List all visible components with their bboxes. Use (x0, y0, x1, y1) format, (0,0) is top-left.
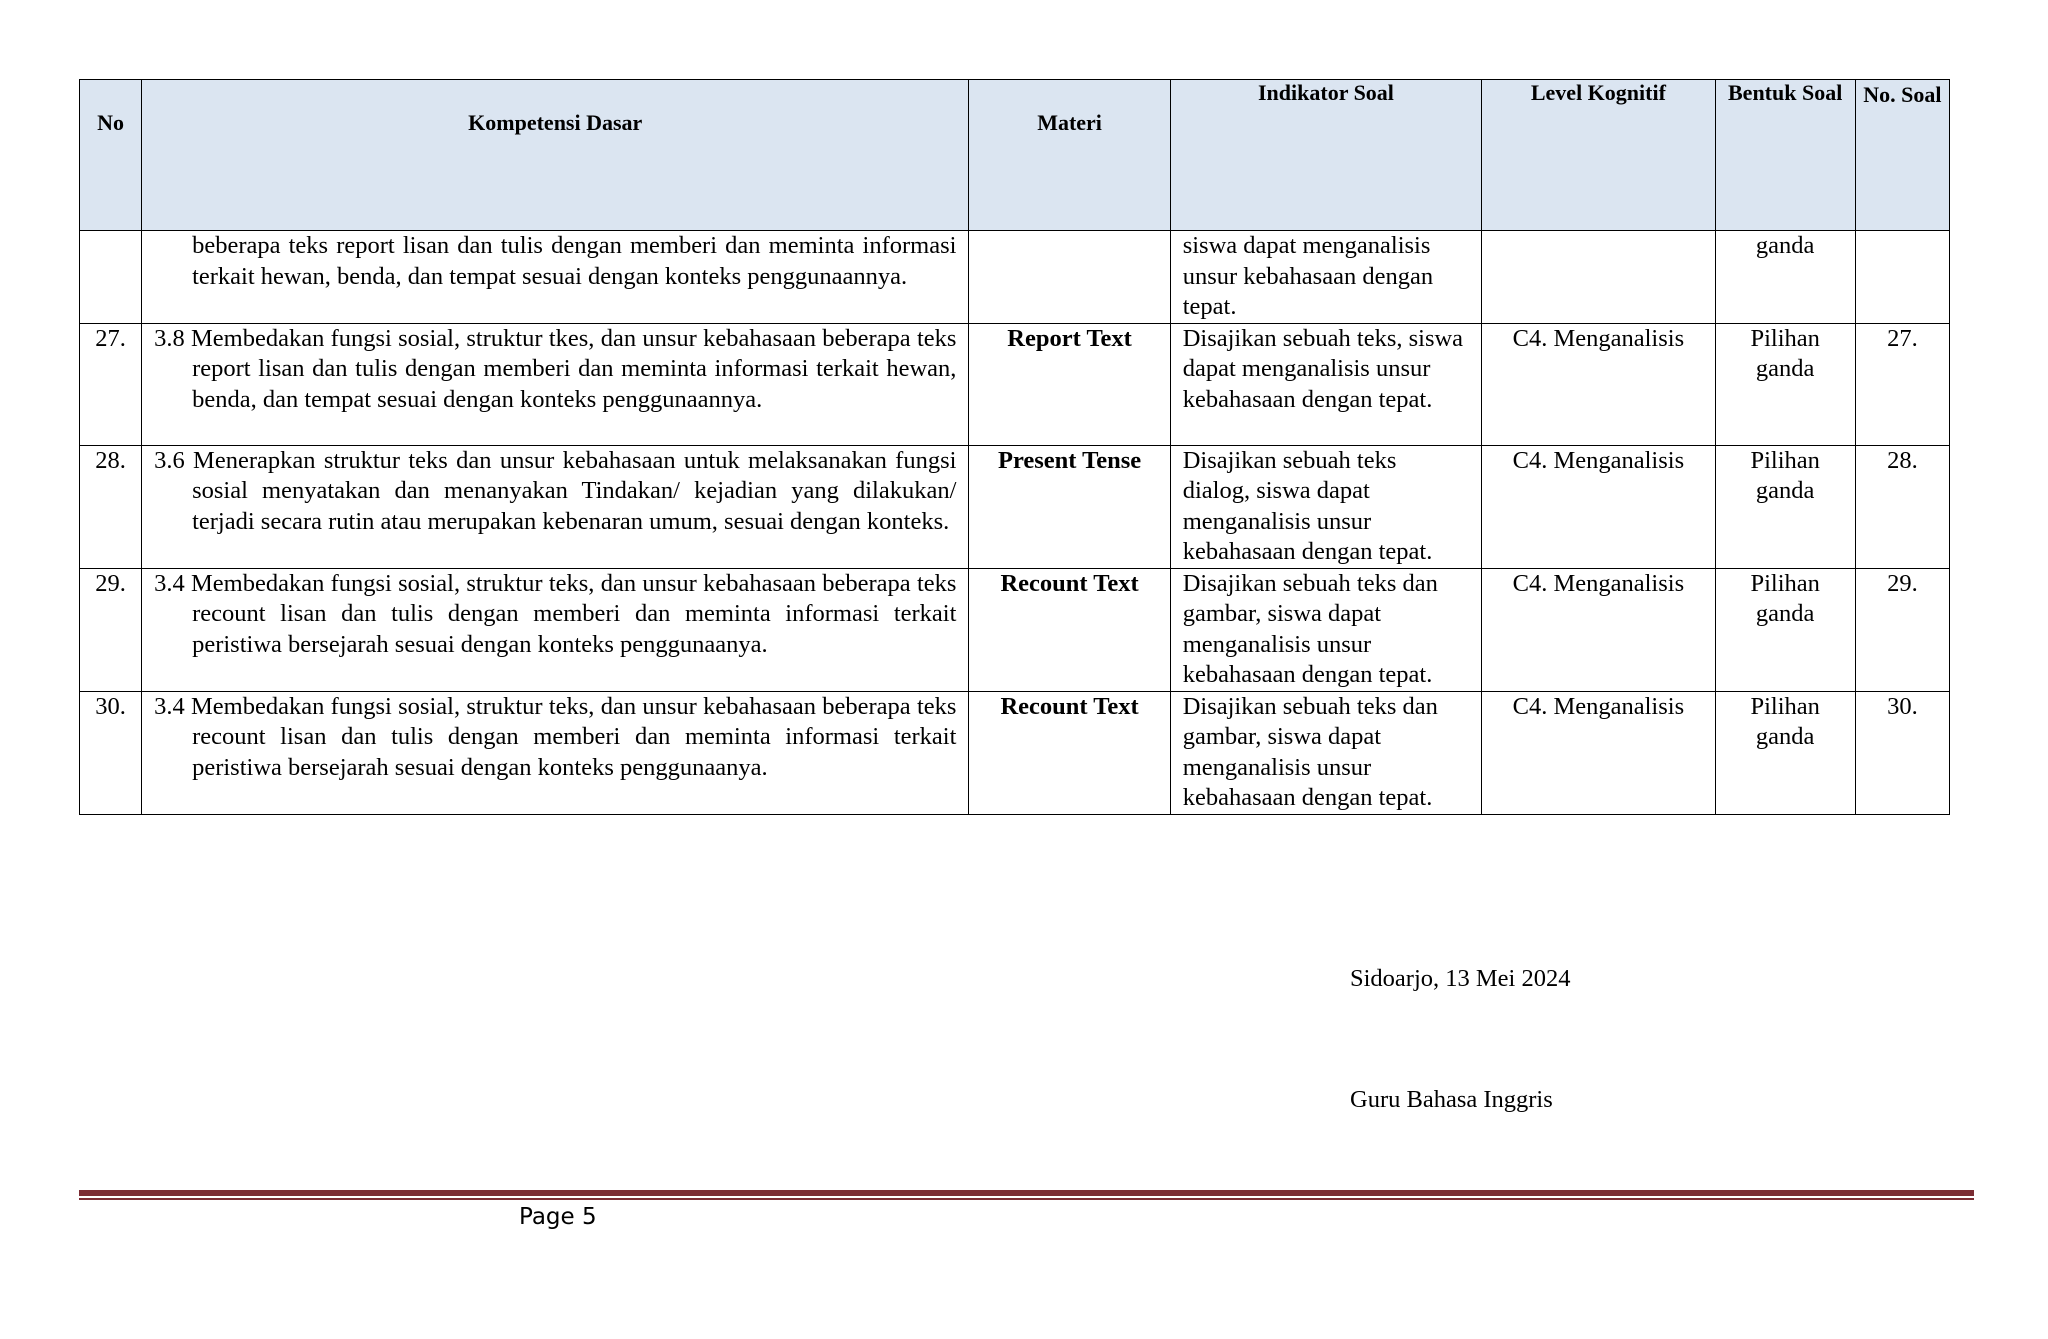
kompetensi-dasar-cell (142, 445, 969, 568)
row-number: 28. (80, 445, 142, 568)
kompetensi-dasar-text: 3.8 Membedakan fungsi sosial, struktur tkes, dan unsur kebahasaan beberapa teks report lisan dan tulis dengan memberi dan meminta informasi terkait hewan, benda, dan tempat sesuai dengan konteks penggunaannya. (154, 324, 957, 413)
table-row (80, 231, 1950, 324)
bentuk-cell: ganda (1715, 231, 1855, 324)
footer-rule (79, 1190, 1974, 1200)
page-number: Page 5 (519, 1204, 597, 1230)
table-row (80, 323, 1950, 445)
indikator-cell: siswa dapat menganalisis unsur kebahasaan dengan tepat. (1170, 231, 1481, 324)
materi-cell: Report Text (969, 323, 1170, 445)
materi-cell: Present Tense (969, 445, 1170, 568)
level-cell: C4. Menganalisis (1482, 323, 1715, 445)
indikator-cell: Disajikan sebuah teks dan gambar, siswa dapat menganalisis unsur kebahasaan dengan tepat. (1170, 568, 1481, 691)
kompetensi-dasar-cell (142, 323, 969, 445)
indikator-cell: Disajikan sebuah teks dan gambar, siswa dapat menganalisis unsur kebahasaan dengan tepat. (1170, 691, 1481, 814)
header-materi: Materi (969, 80, 1170, 231)
bentuk-cell: Pilihan ganda (1715, 323, 1855, 445)
row-number (80, 231, 142, 324)
kompetensi-dasar-text: 3.6 Menerapkan struktur teks dan unsur kebahasaan untuk melaksanakan fungsi sosial menyatakan dan menanyakan Tindakan/ kejadian yang dilakukan/ terjadi secara rutin atau merupakan kebenaran umum, sesuai dengan konteks. (154, 446, 957, 535)
table-row (80, 568, 1950, 691)
no-soal-cell: 29. (1855, 568, 1949, 691)
indikator-cell: Disajikan sebuah teks, siswa dapat menganalisis unsur kebahasaan dengan tepat. (1170, 323, 1481, 445)
signature-signer-title: Guru Bahasa Inggris (1350, 1086, 1553, 1113)
footer-rule-thick (79, 1190, 1974, 1196)
no-soal-cell: 30. (1855, 691, 1949, 814)
bentuk-cell: Pilihan ganda (1715, 445, 1855, 568)
header-indikator-soal: Indikator Soal (1170, 80, 1481, 231)
bentuk-cell: Pilihan ganda (1715, 568, 1855, 691)
level-cell: C4. Menganalisis (1482, 691, 1715, 814)
no-soal-cell: 27. (1855, 323, 1949, 445)
kompetensi-dasar-cell (142, 691, 969, 814)
row-number: 29. (80, 568, 142, 691)
materi-cell: Recount Text (969, 568, 1170, 691)
kompetensi-dasar-text: beberapa teks report lisan dan tulis dengan memberi dan meminta informasi terkait hewan, benda, dan tempat sesuai dengan konteks penggunaannya. (192, 232, 957, 290)
header-kompetensi-dasar: Kompetensi Dasar (142, 80, 969, 231)
level-cell (1482, 231, 1715, 324)
kompetensi-dasar-text: 3.4 Membedakan fungsi sosial, struktur teks, dan unsur kebahasaan beberapa teks recount lisan dan tulis dengan memberi dan meminta informasi terkait peristiwa bersejarah sesuai dengan konteks penggunaanya. (154, 692, 957, 781)
header-bentuk-soal: Bentuk Soal (1715, 80, 1855, 231)
bentuk-cell: Pilihan ganda (1715, 691, 1855, 814)
signature-place-date: Sidoarjo, 13 Mei 2024 (1350, 965, 1571, 992)
kisi-kisi-table (79, 79, 1950, 815)
materi-cell: Recount Text (969, 691, 1170, 814)
header-no: No (80, 80, 142, 231)
row-number: 27. (80, 323, 142, 445)
header-level-kognitif: Level Kognitif (1482, 80, 1715, 231)
materi-cell (969, 231, 1170, 324)
row-number: 30. (80, 691, 142, 814)
no-soal-cell: 28. (1855, 445, 1949, 568)
level-cell: C4. Menganalisis (1482, 445, 1715, 568)
table-row (80, 445, 1950, 568)
kompetensi-dasar-cell (142, 231, 969, 324)
table-header-row (80, 80, 1950, 231)
table-row (80, 691, 1950, 814)
kompetensi-dasar-text: 3.4 Membedakan fungsi sosial, struktur teks, dan unsur kebahasaan beberapa teks recount lisan dan tulis dengan memberi dan meminta informasi terkait peristiwa bersejarah sesuai dengan konteks penggunaanya. (154, 569, 957, 658)
footer-rule-thin (79, 1198, 1974, 1200)
indikator-cell: Disajikan sebuah teks dialog, siswa dapat menganalisis unsur kebahasaan dengan tepat. (1170, 445, 1481, 568)
kompetensi-dasar-cell (142, 568, 969, 691)
no-soal-cell (1855, 231, 1949, 324)
header-no-soal: No. Soal (1855, 80, 1949, 231)
level-cell: C4. Menganalisis (1482, 568, 1715, 691)
